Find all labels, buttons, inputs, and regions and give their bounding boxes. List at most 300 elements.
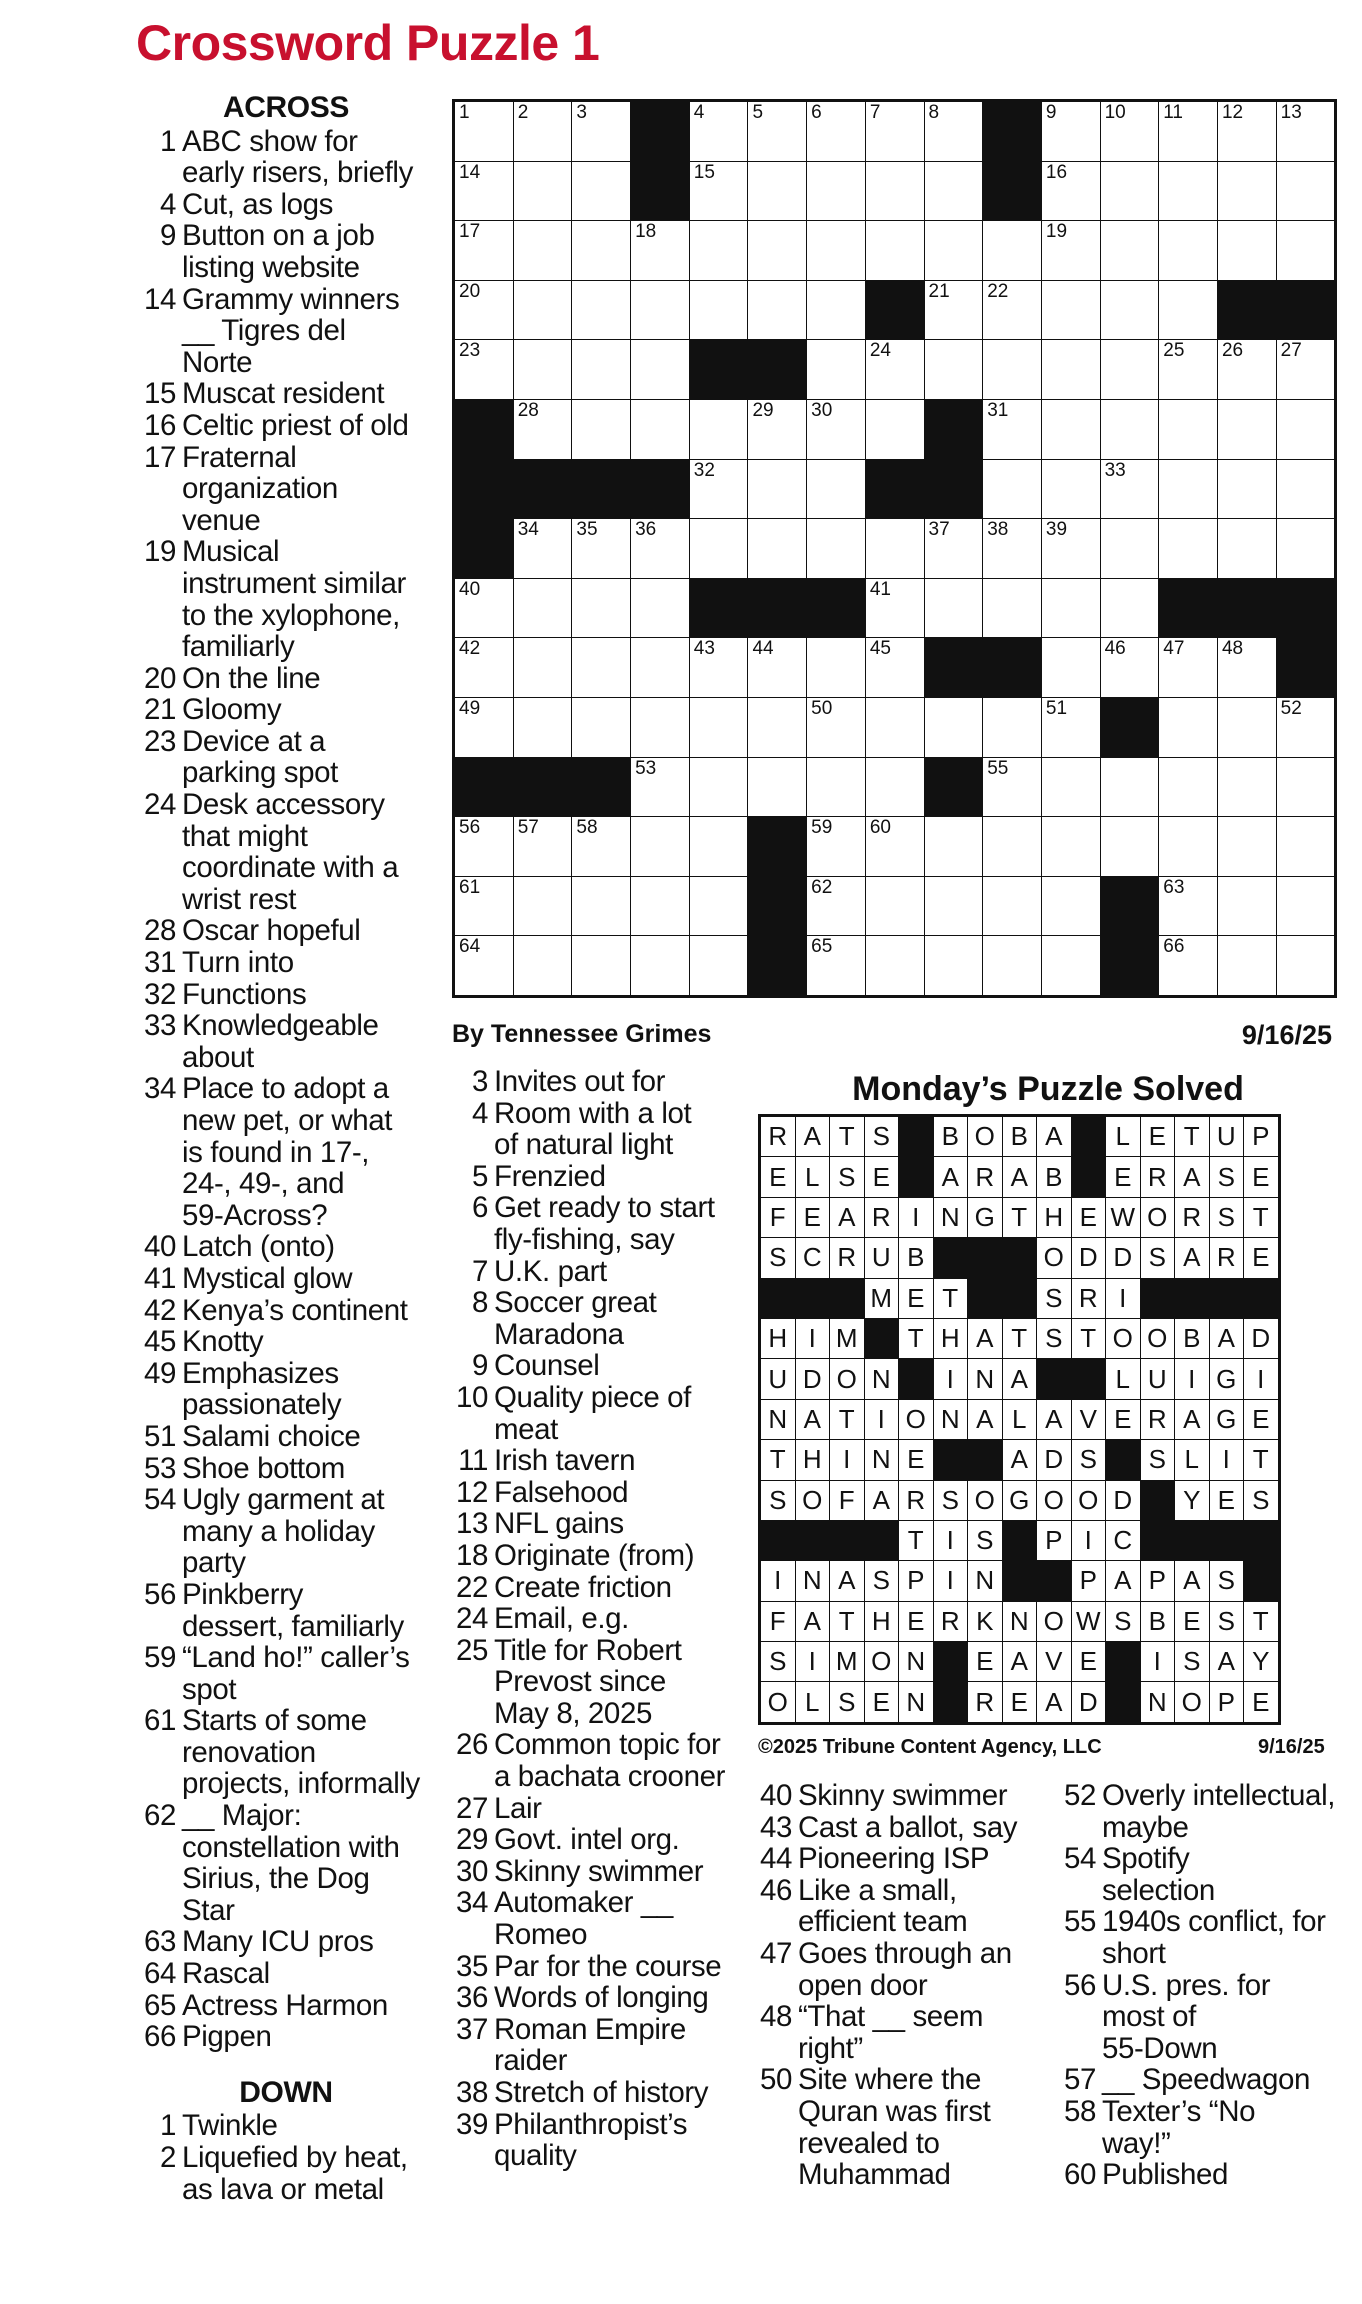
clue-text-line: constellation with xyxy=(182,1830,400,1864)
cell-number: 31 xyxy=(987,399,1009,421)
grid-cell[interactable] xyxy=(1100,757,1159,817)
grid-cell[interactable] xyxy=(631,876,690,936)
cell-number: 7 xyxy=(869,102,881,123)
grid-cell[interactable] xyxy=(865,578,924,638)
grid-cell[interactable] xyxy=(631,399,690,459)
clue-text-line: party xyxy=(182,1546,246,1580)
grid-cell[interactable] xyxy=(513,697,572,757)
grid-cell[interactable] xyxy=(1041,876,1100,936)
solution-black-square xyxy=(1209,1278,1244,1318)
grid-cell[interactable] xyxy=(748,161,807,221)
solution-letter: S xyxy=(1209,1197,1244,1237)
grid-cell[interactable] xyxy=(689,757,748,817)
solution-black-square xyxy=(1140,1278,1175,1318)
grid-cell[interactable] xyxy=(748,280,807,340)
clue-text-line: raider xyxy=(494,2044,568,2078)
clue-text-line: Site where the xyxy=(798,2063,981,2097)
cell-number: 55 xyxy=(987,757,1009,779)
grid-cell[interactable] xyxy=(631,697,690,757)
grid-cell[interactable] xyxy=(865,697,924,757)
grid-cell[interactable] xyxy=(513,936,572,996)
grid-cell[interactable] xyxy=(1159,340,1218,400)
solution-letter: T xyxy=(1244,1440,1279,1480)
grid-cell[interactable] xyxy=(807,280,866,340)
grid-cell[interactable] xyxy=(1041,459,1100,519)
clue-number: 9 xyxy=(471,1349,488,1383)
grid-cell[interactable] xyxy=(924,161,983,221)
grid-cell[interactable] xyxy=(455,221,514,281)
cell-number: 37 xyxy=(928,519,950,541)
clue-text-line: Room with a lot xyxy=(494,1096,692,1130)
solution-letter: T xyxy=(830,1399,865,1439)
grid-cell[interactable] xyxy=(572,578,631,638)
clue-item xyxy=(136,220,436,283)
grid-cell[interactable] xyxy=(1100,161,1159,221)
solution-row xyxy=(761,1601,1279,1641)
grid-cell[interactable] xyxy=(513,221,572,281)
grid-cell[interactable] xyxy=(689,221,748,281)
grid-cell[interactable] xyxy=(572,936,631,996)
grid-cell[interactable] xyxy=(748,519,807,579)
grid-cell[interactable] xyxy=(455,280,514,340)
grid-cell[interactable] xyxy=(924,817,983,877)
grid-cell[interactable] xyxy=(572,340,631,400)
grid-cell[interactable] xyxy=(924,102,983,162)
grid-cell[interactable] xyxy=(1217,399,1276,459)
grid-cell[interactable] xyxy=(924,578,983,638)
grid-cell[interactable] xyxy=(865,936,924,996)
clue-text-line: renovation xyxy=(182,1735,316,1769)
grid-cell[interactable] xyxy=(865,519,924,579)
clue-number: 40 xyxy=(143,1230,176,1264)
grid-cell[interactable] xyxy=(1276,519,1335,579)
grid-cell[interactable] xyxy=(1276,161,1335,221)
black-square xyxy=(1217,578,1276,638)
grid-cell[interactable] xyxy=(455,102,514,162)
grid-cell[interactable] xyxy=(1100,578,1159,638)
clue-item xyxy=(448,1161,738,1193)
grid-cell[interactable] xyxy=(807,102,866,162)
grid-cell[interactable] xyxy=(1100,221,1159,281)
grid-cell[interactable] xyxy=(631,578,690,638)
grid-cell[interactable] xyxy=(631,519,690,579)
grid-cell[interactable] xyxy=(1276,340,1335,400)
grid-cell[interactable] xyxy=(865,102,924,162)
clue-text-line: coordinate with a xyxy=(182,851,399,885)
grid-cell[interactable] xyxy=(1100,638,1159,698)
grid-cell[interactable] xyxy=(807,340,866,400)
grid-cell[interactable] xyxy=(1276,757,1335,817)
grid-cell[interactable] xyxy=(865,221,924,281)
clue-item xyxy=(752,1938,1052,2001)
grid-row xyxy=(455,161,1335,221)
grid-cell[interactable] xyxy=(1041,280,1100,340)
grid-cell[interactable] xyxy=(689,697,748,757)
solution-letter: R xyxy=(899,1480,934,1520)
grid-cell[interactable] xyxy=(1217,221,1276,281)
grid-cell[interactable] xyxy=(572,280,631,340)
solution-letter: A xyxy=(1209,1642,1244,1682)
clue-number: 7 xyxy=(471,1254,488,1288)
grid-cell[interactable] xyxy=(455,817,514,877)
solution-letter: U xyxy=(1209,1117,1244,1157)
grid-cell[interactable] xyxy=(455,936,514,996)
black-square xyxy=(807,578,866,638)
grid-cell[interactable] xyxy=(572,876,631,936)
grid-cell[interactable] xyxy=(572,102,631,162)
grid-cell[interactable] xyxy=(631,817,690,877)
grid-cell[interactable] xyxy=(807,638,866,698)
grid-cell[interactable] xyxy=(807,161,866,221)
grid-cell[interactable] xyxy=(865,638,924,698)
grid-cell[interactable] xyxy=(983,697,1042,757)
grid-cell[interactable] xyxy=(983,459,1042,519)
grid-cell[interactable] xyxy=(748,638,807,698)
grid-cell[interactable] xyxy=(1217,459,1276,519)
clue-text-line: parking spot xyxy=(182,756,338,790)
grid-cell[interactable] xyxy=(748,697,807,757)
solution-black-square xyxy=(1244,1520,1279,1560)
grid-cell[interactable] xyxy=(865,161,924,221)
grid-cell[interactable] xyxy=(513,102,572,162)
grid-cell[interactable] xyxy=(1159,638,1218,698)
grid-cell[interactable] xyxy=(689,638,748,698)
clue-text-line: meat xyxy=(494,1412,558,1446)
clue-item xyxy=(136,1705,436,1800)
grid-cell[interactable] xyxy=(1217,817,1276,877)
grid-cell[interactable] xyxy=(689,161,748,221)
grid-cell[interactable] xyxy=(1041,161,1100,221)
grid-cell[interactable] xyxy=(513,519,572,579)
grid-cell[interactable] xyxy=(631,638,690,698)
grid-cell[interactable] xyxy=(1041,817,1100,877)
clue-number: 18 xyxy=(455,1538,488,1572)
solution-letter: O xyxy=(1037,1480,1072,1520)
clue-text-line: NFL gains xyxy=(494,1507,624,1541)
clue-number: 37 xyxy=(455,2012,488,2046)
grid-cell[interactable] xyxy=(1159,697,1218,757)
grid-cell[interactable] xyxy=(631,280,690,340)
grid-cell[interactable] xyxy=(748,399,807,459)
grid-cell[interactable] xyxy=(572,399,631,459)
grid-cell[interactable] xyxy=(1041,638,1100,698)
clue-number: 6 xyxy=(471,1191,488,1225)
grid-cell[interactable] xyxy=(689,459,748,519)
grid-cell[interactable] xyxy=(983,936,1042,996)
grid-cell[interactable] xyxy=(1217,936,1276,996)
grid-cell[interactable] xyxy=(1159,161,1218,221)
solution-letter: A xyxy=(1175,1157,1210,1197)
clue-item xyxy=(448,1635,738,1730)
grid-cell[interactable] xyxy=(1041,697,1100,757)
clue-number: 11 xyxy=(458,1444,488,1478)
grid-cell[interactable] xyxy=(1159,221,1218,281)
grid-cell[interactable] xyxy=(631,340,690,400)
grid-cell[interactable] xyxy=(572,221,631,281)
grid-cell[interactable] xyxy=(748,221,807,281)
across-clues-column xyxy=(136,92,436,2205)
grid-cell[interactable] xyxy=(983,757,1042,817)
grid-cell[interactable] xyxy=(631,936,690,996)
grid-cell[interactable] xyxy=(1217,638,1276,698)
clue-text-line: Functions xyxy=(182,977,307,1011)
grid-cell[interactable] xyxy=(455,876,514,936)
grid-cell[interactable] xyxy=(1276,936,1335,996)
grid-cell[interactable] xyxy=(455,161,514,221)
grid-cell[interactable] xyxy=(807,697,866,757)
solution-letter: H xyxy=(1037,1197,1072,1237)
grid-cell[interactable] xyxy=(513,817,572,877)
solution-letter: I xyxy=(795,1318,830,1358)
grid-cell[interactable] xyxy=(455,638,514,698)
clue-item xyxy=(136,442,436,537)
grid-cell[interactable] xyxy=(1100,519,1159,579)
solution-letter: B xyxy=(1002,1117,1037,1157)
clue-text-line: venue xyxy=(182,503,261,537)
grid-cell[interactable] xyxy=(689,876,748,936)
grid-cell[interactable] xyxy=(807,459,866,519)
grid-cell[interactable] xyxy=(865,817,924,877)
grid-cell[interactable] xyxy=(1159,936,1218,996)
clue-text-line: Grammy winners xyxy=(182,282,400,316)
clue-item xyxy=(136,1326,436,1358)
grid-cell[interactable] xyxy=(1041,519,1100,579)
cell-number: 35 xyxy=(576,519,598,541)
grid-cell[interactable] xyxy=(1276,876,1335,936)
black-square xyxy=(513,459,572,519)
grid-cell[interactable] xyxy=(1276,459,1335,519)
clue-item xyxy=(448,1066,738,1098)
grid-cell[interactable] xyxy=(513,578,572,638)
grid-cell[interactable] xyxy=(807,757,866,817)
clue-item xyxy=(136,1800,436,1926)
grid-cell[interactable] xyxy=(807,876,866,936)
clue-text-line: Quran was first xyxy=(798,2094,991,2128)
clue-text-line: Pigpen xyxy=(182,2020,272,2054)
solution-letter: E xyxy=(864,1157,899,1197)
cell-number: 65 xyxy=(811,936,833,958)
solution-letter: W xyxy=(1071,1601,1106,1641)
grid-cell[interactable] xyxy=(513,638,572,698)
grid-cell[interactable] xyxy=(1217,876,1276,936)
solution-letter: N xyxy=(899,1682,934,1722)
grid-cell[interactable] xyxy=(455,340,514,400)
grid-cell[interactable] xyxy=(1276,817,1335,877)
grid-cell[interactable] xyxy=(513,399,572,459)
grid-cell[interactable] xyxy=(1217,519,1276,579)
grid-cell[interactable] xyxy=(924,936,983,996)
grid-cell[interactable] xyxy=(572,817,631,877)
grid-cell[interactable] xyxy=(1159,280,1218,340)
solution-letter: E xyxy=(1106,1157,1141,1197)
solution-black-square xyxy=(795,1278,830,1318)
grid-cell[interactable] xyxy=(807,221,866,281)
black-square xyxy=(983,102,1042,162)
clue-item xyxy=(136,284,436,379)
grid-cell[interactable] xyxy=(689,519,748,579)
clue-text-line: May 8, 2025 xyxy=(494,1696,652,1730)
clue-text-line: ABC show for xyxy=(182,124,358,158)
clue-text-line: Gloomy xyxy=(182,693,282,727)
grid-cell[interactable] xyxy=(1041,221,1100,281)
cell-number: 39 xyxy=(1045,519,1068,541)
grid-cell[interactable] xyxy=(1159,817,1218,877)
grid-cell[interactable] xyxy=(807,817,866,877)
grid-cell[interactable] xyxy=(513,161,572,221)
grid-cell[interactable] xyxy=(631,757,690,817)
black-square xyxy=(689,340,748,400)
cell-number: 38 xyxy=(987,519,1009,541)
solution-letter: L xyxy=(1106,1359,1141,1399)
grid-row xyxy=(455,519,1335,579)
clue-item xyxy=(1056,2064,1356,2096)
black-square xyxy=(1100,936,1159,996)
grid-cell[interactable] xyxy=(1159,459,1218,519)
clue-text-line: Latch (onto) xyxy=(182,1230,335,1264)
solution-letter: B xyxy=(1037,1157,1072,1197)
grid-cell[interactable] xyxy=(748,459,807,519)
solution-letter: G xyxy=(968,1197,1003,1237)
grid-cell[interactable] xyxy=(1041,936,1100,996)
grid-cell[interactable] xyxy=(1217,161,1276,221)
clue-number: 30 xyxy=(455,1854,488,1888)
clue-item xyxy=(448,1540,738,1572)
grid-cell[interactable] xyxy=(689,399,748,459)
grid-cell[interactable] xyxy=(924,221,983,281)
clue-item xyxy=(448,1508,738,1540)
grid-cell[interactable] xyxy=(572,519,631,579)
grid-cell[interactable] xyxy=(689,102,748,162)
clue-number: 2 xyxy=(159,2141,176,2174)
grid-cell[interactable] xyxy=(983,399,1042,459)
grid-row xyxy=(455,817,1335,877)
clue-item xyxy=(136,726,436,789)
solution-letter: S xyxy=(1140,1238,1175,1278)
grid-cell[interactable] xyxy=(807,399,866,459)
grid-cell[interactable] xyxy=(1276,697,1335,757)
solution-letter: A xyxy=(1106,1561,1141,1601)
grid-cell[interactable] xyxy=(689,817,748,877)
solution-letter: R xyxy=(1140,1399,1175,1439)
grid-cell[interactable] xyxy=(1159,876,1218,936)
grid-cell[interactable] xyxy=(983,340,1042,400)
grid-cell[interactable] xyxy=(1159,399,1218,459)
grid-cell[interactable] xyxy=(1276,221,1335,281)
grid-cell[interactable] xyxy=(1100,102,1159,162)
grid-cell[interactable] xyxy=(513,876,572,936)
cell-number: 25 xyxy=(1163,340,1185,362)
grid-cell[interactable] xyxy=(513,280,572,340)
grid-cell[interactable] xyxy=(807,936,866,996)
solution-letter: S xyxy=(1209,1561,1244,1601)
grid-cell[interactable] xyxy=(983,519,1042,579)
grid-cell[interactable] xyxy=(1100,340,1159,400)
solution-letter: A xyxy=(795,1117,830,1157)
clue-item xyxy=(136,536,436,662)
black-square xyxy=(983,638,1042,698)
solution-letter: M xyxy=(830,1318,865,1358)
grid-cell[interactable] xyxy=(572,161,631,221)
grid-cell[interactable] xyxy=(1041,399,1100,459)
solution-letter: Y xyxy=(1175,1480,1210,1520)
grid-cell[interactable] xyxy=(1100,459,1159,519)
cell-number: 8 xyxy=(928,102,940,123)
grid-cell[interactable] xyxy=(748,757,807,817)
grid-cell[interactable] xyxy=(983,876,1042,936)
clue-number: 38 xyxy=(455,2076,488,2109)
grid-cell[interactable] xyxy=(924,697,983,757)
grid-cell[interactable] xyxy=(983,221,1042,281)
grid-cell[interactable] xyxy=(631,221,690,281)
grid-cell[interactable] xyxy=(1041,102,1100,162)
grid-cell[interactable] xyxy=(1159,519,1218,579)
grid-cell[interactable] xyxy=(924,519,983,579)
grid-cell[interactable] xyxy=(1217,697,1276,757)
grid-cell[interactable] xyxy=(983,578,1042,638)
grid-cell[interactable] xyxy=(865,876,924,936)
grid-cell[interactable] xyxy=(924,876,983,936)
clue-number: 22 xyxy=(455,1570,488,1604)
grid-cell[interactable] xyxy=(1276,102,1335,162)
grid-cell[interactable] xyxy=(983,280,1042,340)
grid-cell[interactable] xyxy=(1159,757,1218,817)
clue-text-line: Kenya’s continent xyxy=(182,1293,408,1327)
grid-cell[interactable] xyxy=(748,102,807,162)
clue-item xyxy=(752,1780,1052,1812)
clue-text-line: 55-Down xyxy=(1102,2031,1218,2065)
grid-cell[interactable] xyxy=(689,936,748,996)
grid-cell[interactable] xyxy=(807,519,866,579)
clue-item xyxy=(448,2014,738,2077)
grid-cell[interactable] xyxy=(1276,399,1335,459)
cell-number: 17 xyxy=(459,221,481,243)
puzzle-title: Crossword Puzzle 1 xyxy=(136,15,600,71)
grid-cell[interactable] xyxy=(1041,340,1100,400)
clue-text-line: passionately xyxy=(182,1388,342,1422)
grid-cell[interactable] xyxy=(1100,817,1159,877)
grid-cell[interactable] xyxy=(455,697,514,757)
grid-cell[interactable] xyxy=(865,757,924,817)
grid-cell[interactable] xyxy=(689,280,748,340)
grid-cell[interactable] xyxy=(1100,280,1159,340)
grid-cell[interactable] xyxy=(1217,340,1276,400)
solution-letter: S xyxy=(1106,1601,1141,1641)
solution-letter: L xyxy=(795,1157,830,1197)
grid-cell[interactable] xyxy=(1217,757,1276,817)
clue-number: 34 xyxy=(455,1886,488,1920)
grid-cell[interactable] xyxy=(572,638,631,698)
grid-cell[interactable] xyxy=(1159,102,1218,162)
solution-letter: L xyxy=(1175,1440,1210,1480)
cell-number: 27 xyxy=(1280,340,1302,362)
solution-letter: I xyxy=(1106,1278,1141,1318)
solution-black-square xyxy=(1071,1157,1106,1197)
grid-cell[interactable] xyxy=(865,340,924,400)
solution-letter: O xyxy=(830,1359,865,1399)
grid-cell[interactable] xyxy=(924,280,983,340)
grid-cell[interactable] xyxy=(865,399,924,459)
solution-letter: T xyxy=(1002,1197,1037,1237)
grid-cell[interactable] xyxy=(513,340,572,400)
grid-cell[interactable] xyxy=(983,817,1042,877)
grid-cell[interactable] xyxy=(1041,578,1100,638)
grid-cell[interactable] xyxy=(1041,757,1100,817)
grid-cell[interactable] xyxy=(455,578,514,638)
grid-cell[interactable] xyxy=(924,340,983,400)
grid-cell[interactable] xyxy=(572,697,631,757)
grid-cell[interactable] xyxy=(1100,399,1159,459)
grid-cell[interactable] xyxy=(1217,102,1276,162)
